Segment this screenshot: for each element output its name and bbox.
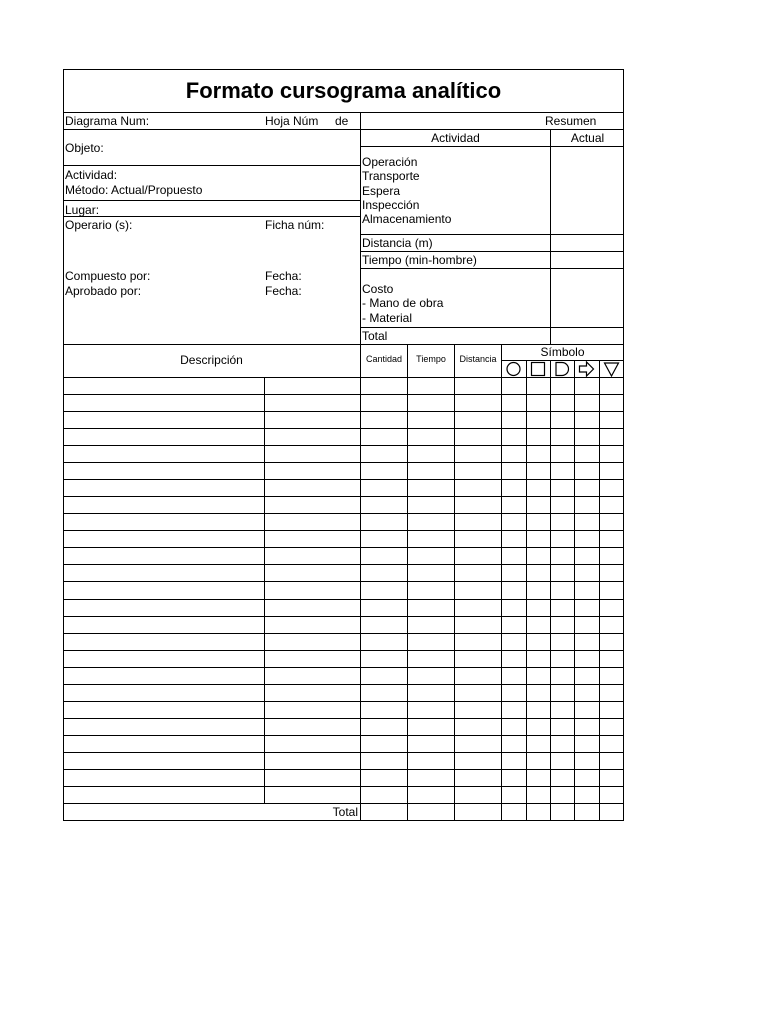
d-shape-icon — [556, 363, 569, 376]
symbol-header: Símbolo — [540, 345, 585, 359]
method-label: Método: Actual/Propuesto — [65, 183, 203, 197]
place-label: Lugar: — [65, 203, 100, 217]
summary-cost: Costo — [362, 282, 394, 296]
square-icon — [532, 363, 545, 376]
summary-activity-header: Actividad — [431, 131, 480, 145]
arrow-right-icon — [580, 362, 594, 376]
description-header: Descripción — [180, 353, 243, 367]
summary-activity-transport: Transporte — [362, 169, 420, 183]
object-label: Objeto: — [65, 141, 104, 155]
summary-activity-wait: Espera — [362, 184, 401, 198]
card-num-label: Ficha núm: — [265, 218, 325, 232]
summary-total: Total — [362, 329, 388, 343]
activity-label: Actividad: — [65, 168, 118, 182]
time-header: Tiempo — [416, 354, 446, 364]
of-label: de — [335, 114, 349, 128]
triangle-down-icon — [605, 363, 619, 376]
summary-cost-labor: - Mano de obra — [362, 296, 444, 310]
date-label-1: Fecha: — [265, 269, 302, 283]
form-title: Formato cursograma analítico — [185, 77, 502, 103]
summary-cost-material: - Material — [362, 311, 413, 325]
circle-icon — [507, 363, 520, 376]
operators-label: Operario (s): — [65, 218, 133, 232]
summary-title: Resumen — [545, 114, 597, 128]
approved-by-label: Aprobado por: — [65, 284, 142, 298]
composed-by-label: Compuesto por: — [65, 269, 151, 283]
summary-time: Tiempo (min-hombre) — [362, 253, 477, 267]
summary-activity-inspection: Inspección — [362, 198, 420, 212]
quantity-header: Cantidad — [365, 354, 403, 364]
sheet-num-label: Hoja Núm — [265, 114, 319, 128]
table-total-label: Total — [332, 805, 358, 819]
summary-activity-storage: Almacenamiento — [362, 212, 452, 226]
diagram-num-label: Diagrama Num: — [65, 114, 150, 128]
form-grid — [63, 69, 624, 821]
summary-distance: Distancia (m) — [362, 236, 433, 250]
summary-actual-header: Actual — [570, 131, 605, 145]
date-label-2: Fecha: — [265, 284, 302, 298]
flow-process-chart-form — [63, 69, 624, 821]
summary-activity-operation: Operación — [362, 155, 418, 169]
distance-header: Distancia — [459, 354, 497, 364]
